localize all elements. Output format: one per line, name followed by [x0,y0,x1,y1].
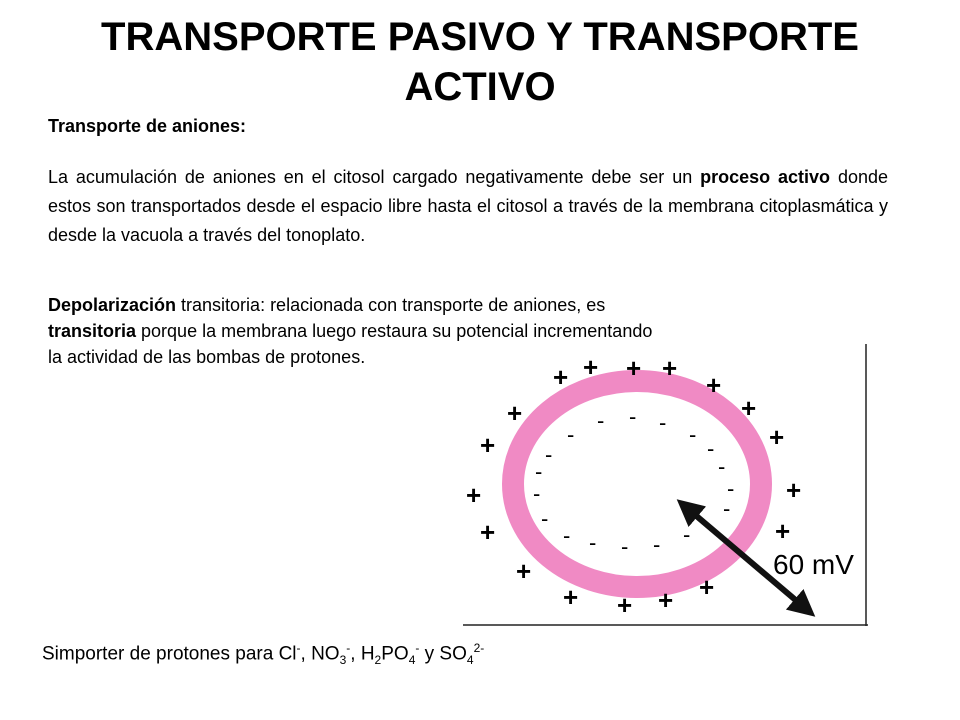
negative-charges [533,404,734,559]
so-subscript: 4 [466,653,474,668]
minus-sign: - [727,476,735,501]
minus-sign: - [597,408,605,433]
minus-sign: - [707,436,715,461]
depolarization-term: Depolarización [48,295,177,315]
plus-sign: + [775,516,791,546]
plus-sign: + [583,352,599,382]
proton-symporter-caption [42,641,484,667]
plus-sign: + [516,556,532,586]
membrane-diagram-svg [463,344,868,626]
minus-sign: - [659,410,667,435]
minus-sign: - [653,532,661,557]
paragraph2-line-2 [48,318,858,344]
plus-sign: + [466,480,482,510]
paragraph2-line-3: la actividad de las bombas de protones. [48,347,366,367]
h-subscript: 2 [374,653,382,668]
no-subscript: 3 [339,653,347,668]
minus-sign: - [541,506,549,531]
paragraph1-text-end: donde estos son transportados desde el espacio libre hasta el citosol a través de la membrana citoplasmática y desde la vacuola a través del tonoplato. [48,167,888,245]
plus-sign: + [480,517,496,547]
minus-sign: - [545,442,553,467]
paragraph-anion-accumulation [48,163,888,250]
plus-sign: + [786,475,802,505]
minus-sign: - [533,481,541,506]
plus-sign: + [662,353,678,383]
caption-prefix: Simporter de protones para Cl [42,643,297,665]
po-charge: - [415,641,420,655]
paragraph1-text-start: La acumulación de aniones en el citosol cargado negativamente debe ser un [48,167,701,187]
membrane-potential-diagram [463,344,868,626]
slide-title: TRANSPORTE PASIVO Y TRANSPORTE ACTIVO [101,15,859,109]
plus-sign: + [706,370,722,400]
minus-sign: - [683,522,691,547]
caption-no: , NO [300,643,340,665]
minus-sign: - [629,404,637,429]
plus-sign: + [563,582,579,612]
caption-po: PO [381,643,409,665]
plus-sign: + [480,430,496,460]
plus-sign: + [626,353,642,383]
caption-h: , H [350,643,375,665]
plus-sign: + [507,398,523,428]
so-charge: 2- [473,641,485,655]
minus-sign: - [563,523,571,548]
plus-sign: + [658,585,674,615]
paragraph1-bold-term: proceso activo [700,167,831,187]
minus-sign: - [567,422,575,447]
plus-sign: + [769,422,785,452]
cl-charge: - [296,641,301,655]
plus-sign: + [699,572,715,602]
caption-so: y SO [419,643,467,665]
paragraph2-line1-text: transitoria: relacionada con transporte de aniones, es [176,295,606,315]
minus-sign: - [723,496,731,521]
minus-sign: - [621,534,629,559]
cell-membrane-ring [513,381,761,587]
plus-sign: + [617,590,633,620]
section-heading: Transporte de aniones: [48,116,247,136]
plus-sign: + [553,362,569,392]
minus-sign: - [718,454,726,479]
minus-sign: - [589,530,597,555]
plus-sign: + [741,393,757,423]
po-subscript: 4 [408,653,416,668]
voltage-label: 60 mV [773,549,854,580]
transitoria-term: transitoria [48,321,137,341]
paragraph2-line-1 [48,292,858,318]
minus-sign: - [689,422,697,447]
paragraph2-line2-text: porque la membrana luego restaura su potencial incrementando [136,321,653,341]
no-charge: - [346,641,351,655]
minus-sign: - [535,459,543,484]
